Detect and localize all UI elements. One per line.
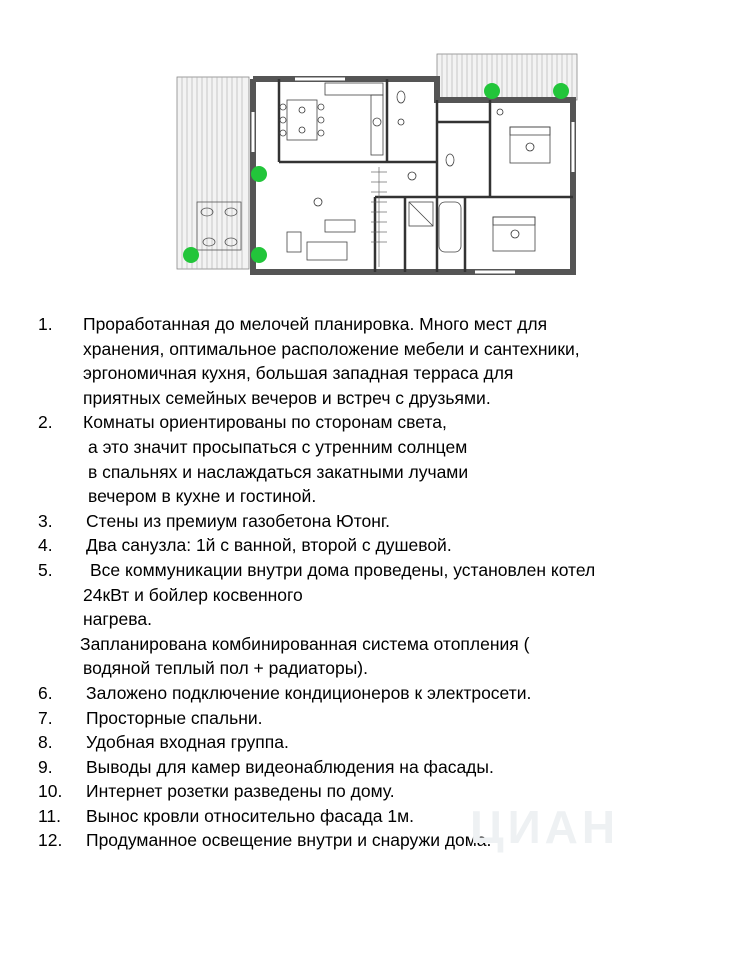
interior-walls: [279, 79, 573, 272]
stairs: [371, 167, 387, 267]
bath-icon: [439, 202, 461, 252]
item-number: 4.: [38, 535, 53, 556]
bed-icon: [493, 127, 550, 251]
list-item: [0, 755, 729, 780]
item-number: 3.: [38, 510, 53, 531]
item-number: 12.: [38, 830, 63, 851]
list-item: [0, 410, 729, 508]
sofa-icon: [287, 220, 355, 260]
item-number: 8.: [38, 732, 53, 753]
item-text-line: а это значит просыпаться с утренним солнцем: [88, 436, 468, 457]
item-text-line: Все коммуникации внутри дома проведены, установлен котел: [90, 559, 596, 580]
list-item: [0, 312, 729, 410]
item-text-line: Два санузла: 1й с ванной, второй с душевой.: [86, 535, 452, 556]
item-text-line: вечером в кухне и гостиной.: [88, 486, 317, 507]
item-text-line: хранения, оптимальное расположение мебели и сантехники,: [83, 338, 580, 359]
item-text-line: Просторные спальни.: [86, 707, 263, 728]
item-text-line: Стены из премиум газобетона Ютонг.: [86, 510, 391, 531]
item-number: 5.: [38, 559, 53, 580]
list-item: [0, 730, 729, 755]
item-text-line: Проработанная до мелочей планировка. Много мест для: [83, 314, 548, 334]
item-text-line: Удобная входная группа.: [86, 732, 289, 753]
item-number: 1.: [38, 314, 53, 334]
list-item: [0, 828, 729, 853]
item-text-line: Комнаты ориентированы по сторонам света,: [83, 412, 447, 433]
item-text-line: нагрева.: [83, 609, 152, 630]
item-text-line: Интернет розетки разведены по дому.: [86, 781, 395, 802]
kitchen-counter: [325, 83, 383, 155]
item-text-line: Заложено подключение кондиционеров к электросети.: [86, 682, 532, 703]
item-text-line: Запланирована комбинированная система отопления (: [80, 633, 530, 654]
item-text-line: эргономичная кухня, большая западная терраса для: [83, 363, 514, 384]
list-item: [0, 558, 729, 681]
light-fixture-icon: [299, 107, 534, 238]
item-number: 10.: [38, 781, 63, 802]
shower-icon: [409, 202, 433, 226]
list-item: [0, 681, 729, 706]
item-number: 9.: [38, 756, 53, 777]
watermark: ЦИАН: [470, 801, 620, 853]
item-number: 7.: [38, 707, 53, 728]
dining-table-icon: [280, 100, 324, 140]
item-number: 6.: [38, 682, 53, 703]
list-item: [0, 509, 729, 534]
west-terrace: [177, 77, 249, 269]
list-item: [0, 779, 729, 804]
item-text-line: в спальнях и наслаждаться закатными лучами: [88, 461, 469, 482]
list-item: [0, 804, 729, 829]
item-text-line: 24кВт и бойлер косвенного: [83, 584, 303, 605]
item-text-line: Вынос кровли относительно фасада 1м.: [86, 805, 415, 826]
feature-list: [0, 312, 729, 853]
list-item: [0, 533, 729, 558]
list-item: [0, 706, 729, 731]
item-number: 11.: [38, 805, 62, 826]
item-text-line: водяной теплый пол + радиаторы).: [83, 658, 368, 679]
item-number: 2.: [38, 412, 53, 433]
floor-plan: [175, 52, 585, 280]
item-text-line: приятных семейных вечеров и встреч с друзьями.: [83, 387, 491, 408]
item-text-line: Выводы для камер видеонаблюдения на фасады.: [86, 756, 494, 777]
item-text-line: Продуманное освещение внутри и снаружи дома.: [86, 830, 492, 851]
